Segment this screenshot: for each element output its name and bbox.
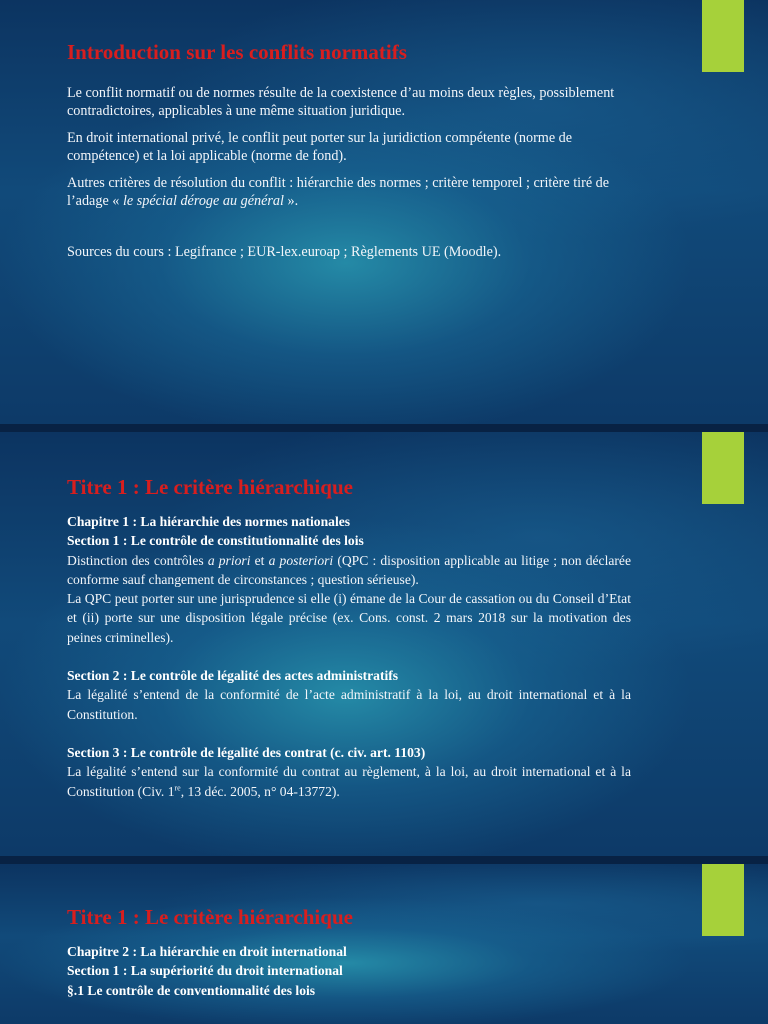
paragraph-sources: Sources du cours : Legifrance ; EUR-lex.euroap ; Règlements UE (Moodle). bbox=[67, 244, 502, 260]
slide-separator bbox=[0, 424, 768, 432]
section-2-heading: Section 2 : Le contrôle de légalité des actes administratifs bbox=[67, 668, 399, 684]
slide-title: Titre 1 : Le critère hiérarchique bbox=[67, 475, 353, 499]
paragraph-dip: En droit international privé, le conflit peut porter sur la juridiction compétente (norme de compétence) et la loi applicable (norme de fond). bbox=[67, 130, 573, 164]
section-1-heading: Section 1 : Le contrôle de constitutionnalité des lois bbox=[67, 533, 364, 549]
slide-titre1-chapitre2 bbox=[0, 864, 768, 1024]
slide-accent-bar bbox=[702, 432, 744, 504]
slide-accent-bar bbox=[702, 0, 744, 72]
slide-accent-bar bbox=[702, 864, 744, 936]
section-1-heading: Section 1 : La supériorité du droit international bbox=[67, 963, 343, 979]
slide-titre1-chapitre1 bbox=[0, 432, 768, 856]
paragraph-definition: Le conflit normatif ou de normes résulte de la coexistence d’au moins deux règles, possiblement contradictoires, applicables à une même situation juridique. bbox=[67, 85, 615, 119]
section-1-text: Distinction des contrôles a priori et a posteriori (QPC : disposition applicable au litige ; non déclarée conforme sauf changement de circonstances ; question sérieuse). bbox=[67, 552, 631, 587]
adage-italic: le spécial déroge au général bbox=[122, 193, 284, 209]
slide-content bbox=[67, 39, 631, 270]
slide-title: Introduction sur les conflits normatifs bbox=[67, 40, 407, 64]
section-1-qpc-text: La QPC peut porter sur une jurisprudence si elle (i) émane de la Cour de cassation ou du Conseil d’Etat et (ii) porte sur une disposition légale précise (ex. Cons. const. 2 mars 2018 sur la motivation des peines criminelles). bbox=[67, 591, 631, 645]
slide-content bbox=[67, 904, 631, 1000]
chapitre-heading: Chapitre 2 : La hiérarchie en droit international bbox=[67, 944, 347, 959]
chapitre-heading: Chapitre 1 : La hiérarchie des normes nationales bbox=[67, 514, 351, 529]
section-2-text: La légalité s’entend de la conformité de l’acte administratif à la loi, au droit international et à la Constitution. bbox=[67, 687, 631, 722]
slide-content bbox=[67, 474, 631, 801]
slide-title: Titre 1 : Le critère hiérarchique bbox=[67, 905, 353, 929]
section-3-text: La légalité s’entend sur la conformité du contrat au règlement, à la loi, au droit international et à la Constitution (Civ. 1re, 13 déc. 2005, n° 04-13772). bbox=[67, 764, 631, 799]
paragraph-heading: §.1 Le contrôle de conventionnalité des lois bbox=[67, 982, 316, 998]
slide-introduction bbox=[0, 0, 768, 424]
paragraph-criteria: Autres critères de résolution du conflit : hiérarchie des normes ; critère temporel ; critère tiré de l’adage « le spécial déroge au général ». bbox=[67, 175, 610, 209]
section-3-heading: Section 3 : Le contrôle de légalité des contrat (c. civ. art. 1103) bbox=[67, 744, 426, 760]
slide-separator bbox=[0, 856, 768, 864]
